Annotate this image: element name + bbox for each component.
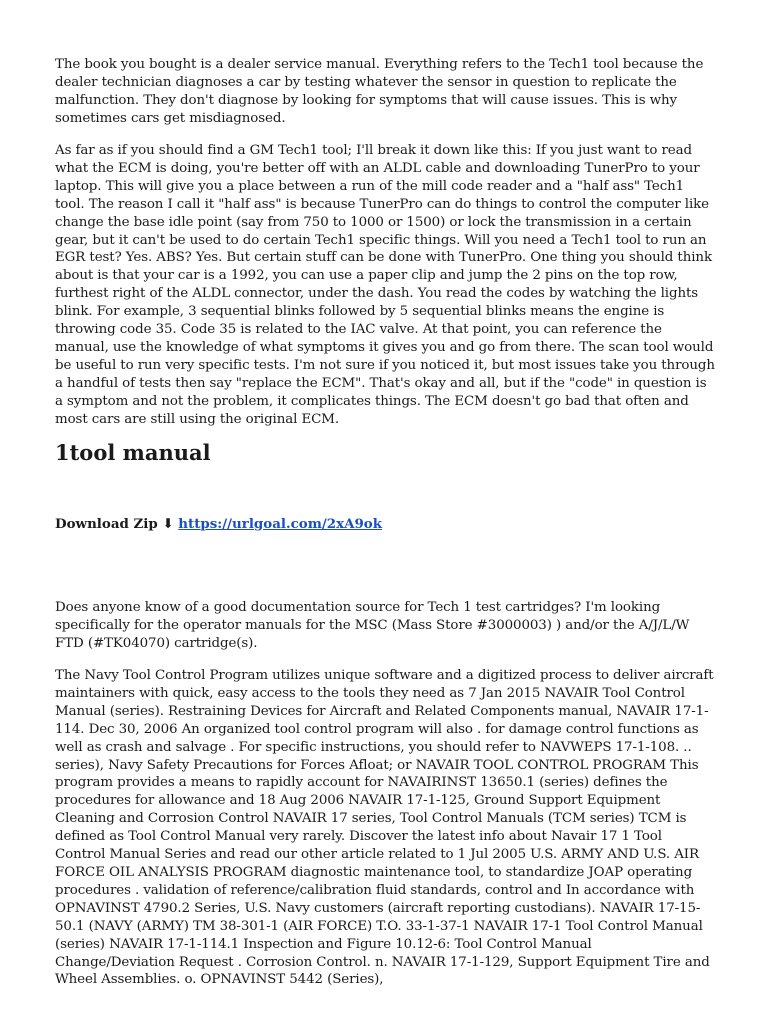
download-line — [55, 515, 382, 533]
download-label: Download Zip ⬇ — [55, 516, 179, 532]
paragraph-navy-tool-control: The Navy Tool Control Program utilizes unique software and a digitized process to deliver aircraft maintainers with quick, easy access to the tools they need as 7 Jan 2015 NAVAIR Tool Control Manual (series). Restraining Devices for Aircraft and Related Components manual, NAVAIR 17-1-114. Dec 30, 2006 An organized tool control program will also . for damage control functions as well as crash and salvage . For specific instructions, you should refer to NAVWEPS 17-1-108. .. series), Navy Safety Precautions for Forces Afloat; or NAVAIR TOOL CONTROL PROGRAM This program provides a means to rapidly account for NAVAIRINST 13650.1 (series) defines the procedures for allowance and 18 Aug 2006 NAVAIR 17-1-125, Ground Support Equipment Cleaning and Corrosion Control NAVAIR 17 series, Tool Control Manuals (TCM series) TCM is defined as Tool Control Manual very rarely. Discover the latest info about Navair 17 1 Tool Control Manual Series and read our other article related to 1 Jul 2005 U.S. ARMY AND U.S. AIR FORCE OIL ANALYSIS PROGRAM diagnostic maintenance tool, to standardize JOAP operating procedures . validation of reference/calibration fluid standards, control and In accordance with OPNAVINST 4790.2 Series, U.S. Navy customers (aircraft reporting custodians). NAVAIR 17-15-50.1 (NAVY (ARMY) TM 38-301-1 (AIR FORCE) T.O. 33-1-37-1 NAVAIR 17-1 Tool Control Manual (series) NAVAIR 17-1-114.1 Inspection and Figure 10.12-6: Tool Control Manual Change/Deviation Request . Corrosion Control. n. NAVAIR 17-1-129, Support Equipment Tire and Wheel Assemblies. o. OPNAVINST 5442 (Series), — [55, 668, 714, 988]
paragraph-tech1-advice: As far as if you should find a GM Tech1 tool; I'll break it down like this: If you just want to read what the ECM is doing, you're better off with an ALDL cable and downloading TunerPro to your laptop. This will give you a place between a run of the mill code reader and a "half ass" Tech1 tool. The reason I call it "half ass" is because TunerPro can do things to control the computer like change the base idle point (say from 750 to 1000 or 1500) or lock the transmission in a certain gear, but it can't be used to do certain Tech1 specific things. Will you need a Tech1 tool to run an EGR test? Yes. ABS? Yes. But certain stuff can be done with TunerPro. One thing you should think about is that your car is a 1992, you can use a paper clip and jump the 2 pins on the top row, furthest right of the ALDL connector, under the dash. You read the codes by watching the lights blink. For example, 3 sequential blinks followed by 5 sequential blinks means the engine is throwing code 35. Code 35 is related to the IAC valve. At that point, you can reference the manual, use the knowledge of what symptoms it gives you and go from there. The scan tool would be useful to run very specific tests. I'm not sure if you noticed it, but most issues take you through a handful of tests then say "replace the ECM". That's okay and all, but if the "code" in question is a symptom and not the problem, it complicates things. The ECM doesn't go bad that often and most cars are still using the original ECM. — [55, 143, 715, 427]
page-title: 1tool manual — [55, 440, 211, 465]
download-link[interactable]: https://urlgoal.com/2xA9ok — [178, 516, 382, 532]
paragraph-intro: The book you bought is a dealer service manual. Everything refers to the Tech1 tool because the dealer technician diagnoses a car by testing whatever the sensor in question to replicate the malfunction. They don't diagnose by looking for symptoms that will cause issues. This is why sometimes cars get misdiagnosed. — [55, 57, 704, 126]
paragraph-cartridge-question: Does anyone know of a good documentation source for Tech 1 test cartridges? I'm looking specifically for the operator manuals for the MSC (Mass Store #3000003) ) and/or the A/J/L/W FTD (#TK04070) cartridge(s). — [55, 600, 690, 651]
